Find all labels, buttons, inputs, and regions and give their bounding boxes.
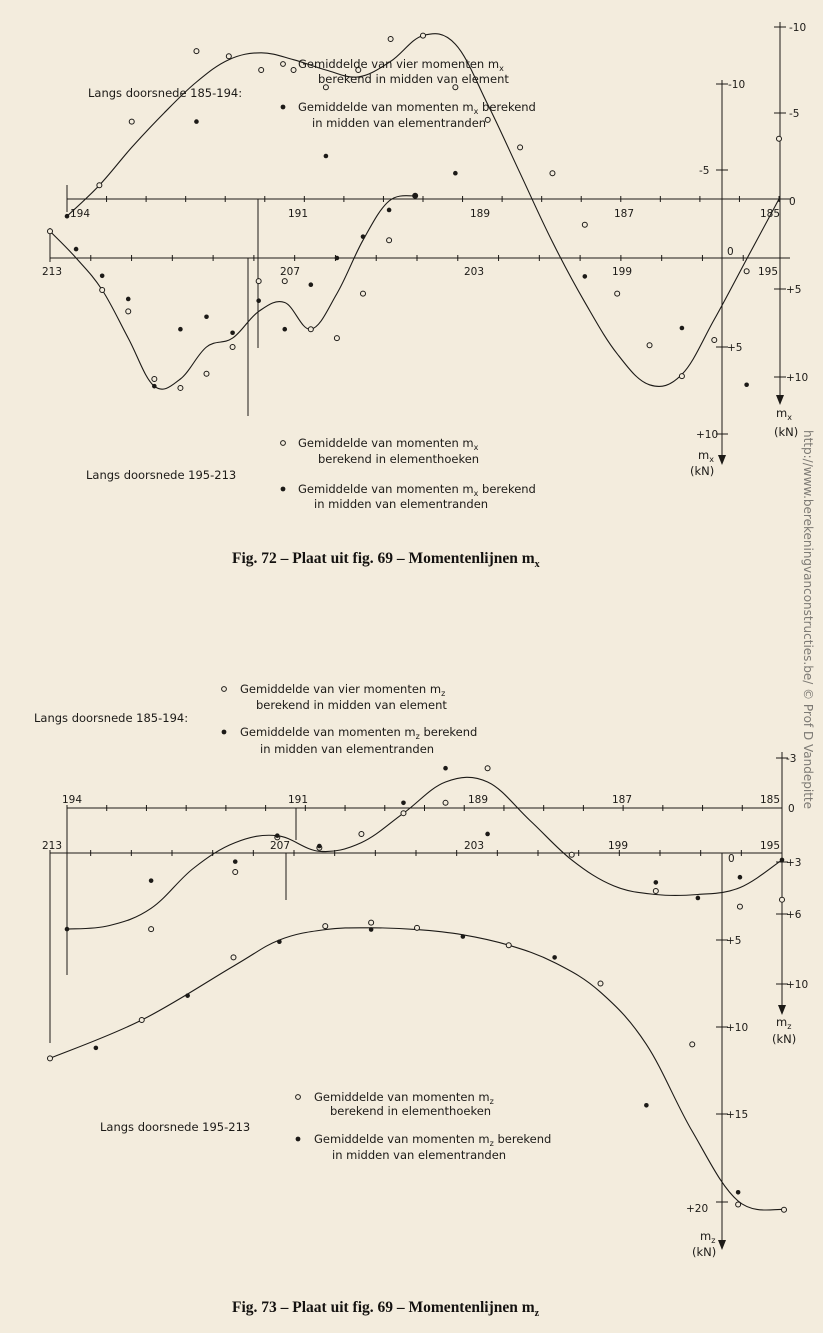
fig72-solid-point — [194, 119, 199, 124]
fig73-x-label: 195 — [760, 840, 781, 852]
fig73-upper-x-labels — [62, 794, 780, 806]
fig72-open-point — [647, 343, 652, 348]
fig73-solid-point — [780, 858, 785, 863]
fig73-open-point — [737, 904, 742, 909]
fig73-open-point — [359, 831, 364, 836]
fig73-open-point — [233, 870, 238, 875]
fig73-open-point — [506, 943, 511, 948]
fig73-open-point — [782, 1207, 787, 1212]
fig73-solid-point — [369, 927, 374, 932]
fig72-solid-point — [74, 247, 79, 252]
fig72-solid-point — [256, 298, 261, 303]
fig72-y-tick-label: +5 — [786, 284, 802, 296]
fig72-open-point — [129, 119, 134, 124]
fig72-open-point — [679, 374, 684, 379]
fig72-legend-section-label: Langs doorsnede 195-213 — [86, 468, 237, 482]
fig73-legend-solid-line1: Gemiddelde van momenten $m_z$ berekend — [240, 725, 478, 741]
fig73-x-label: 207 — [270, 840, 291, 852]
fig73-open-point — [569, 852, 574, 857]
fig72-open-point — [226, 54, 231, 59]
fig73-y-tick-label: +10 — [726, 1022, 749, 1034]
fig72-upper-y-unit-kn: (kN) — [774, 425, 799, 439]
fig72-axis-minor-ticks — [50, 196, 779, 261]
fig72-open-point — [308, 327, 313, 332]
fig72-legend-solid-line2: in midden van elementranden — [312, 116, 487, 130]
fig72-legend-lower — [86, 436, 536, 511]
fig72-y-tick-label: -10 — [728, 79, 746, 91]
fig72-open-point — [334, 336, 339, 341]
fig72-lower-y-unit: $m_x$ — [698, 448, 714, 464]
fig73-y-tick-label: -3 — [786, 753, 797, 765]
fig72-solid-point — [361, 234, 366, 239]
fig73-solid-point — [185, 993, 190, 998]
fig72-open-point — [259, 68, 264, 73]
fig72-open-point — [387, 238, 392, 243]
fig72-open-point — [615, 291, 620, 296]
fig72-open-point — [712, 338, 717, 343]
fig73-y-tick-label: 0 — [788, 803, 795, 815]
fig72-legend-solid-line1: Gemiddelde van momenten $m_x$ berekend — [298, 482, 536, 498]
fig73-solid-point — [696, 896, 701, 901]
fig73-axis-minor-ticks — [50, 805, 782, 856]
fig73-solid-point — [443, 766, 448, 771]
fig72-solid-point — [680, 326, 685, 331]
fig72-x-label: 187 — [614, 208, 635, 220]
fig72-y-tick-label: +10 — [786, 372, 809, 384]
fig72-legend-open-line2: berekend in elementhoeken — [318, 452, 480, 466]
fig73-open-point — [369, 920, 374, 925]
fig72-legend-open-line2: berekend in midden van element — [318, 72, 509, 86]
fig73-x-label: 191 — [288, 794, 309, 806]
fig72-solid-point — [152, 384, 157, 389]
fig73-solid-point — [277, 939, 282, 944]
solid-dot-marker-icon — [281, 487, 286, 492]
fig72-y-tick-label: +10 — [696, 429, 719, 441]
open-circle-marker-icon — [222, 687, 227, 692]
fig73-legend-solid-line2: in midden van elementranden — [260, 742, 435, 756]
fig72-solid-point — [387, 208, 392, 213]
fig72-lower-x-labels — [42, 266, 778, 278]
fig72-open-point — [152, 377, 157, 382]
fig72-legend-solid-line2: in midden van elementranden — [314, 497, 489, 511]
fig72-upper-y-ticks — [774, 22, 808, 439]
open-circle-marker-icon — [281, 62, 286, 67]
fig72-open-point — [230, 345, 235, 350]
fig73-open-point — [653, 889, 658, 894]
fig72-y-tick-label: 0 — [727, 246, 734, 258]
fig72-open-point — [97, 183, 102, 188]
fig73-upper-y-unit-kn: (kN) — [772, 1032, 797, 1046]
fig72-open-point — [421, 33, 426, 38]
fig72-x-label: 195 — [758, 266, 779, 278]
fig73-x-label: 213 — [42, 840, 63, 852]
fig72-solid-point — [282, 327, 287, 332]
fig73-lower-y-unit: $m_z$ — [700, 1229, 716, 1245]
fig72-upper-y-arrow-icon — [776, 395, 784, 405]
fig73-legend-upper — [34, 682, 477, 756]
fig73-solid-point — [275, 833, 280, 838]
fig73-legend-lower — [100, 1090, 551, 1162]
fig72-legend-solid-line1: Gemiddelde van momenten $m_x$ berekend — [298, 100, 536, 116]
fig73-solid-point — [654, 880, 659, 885]
open-circle-marker-icon — [296, 1095, 301, 1100]
fig72-y-tick-label: -5 — [699, 165, 710, 177]
fig72-solid-point — [178, 327, 183, 332]
fig72-upper-x-labels — [70, 208, 780, 220]
fig72-open-point — [518, 145, 523, 150]
fig72-open-point — [744, 269, 749, 274]
fig72-open-point — [126, 309, 131, 314]
figure-72 — [42, 22, 808, 570]
fig73-solid-point — [738, 875, 743, 880]
fig73-legend-open-line1: Gemiddelde van vier momenten $m_z$ — [240, 682, 446, 698]
fig72-solid-point — [453, 171, 458, 176]
fig72-legend-section-label: Langs doorsnede 185-194: — [88, 86, 243, 100]
fig72-legend-upper — [88, 57, 536, 130]
fig73-legend-section-label: Langs doorsnede 185-194: — [34, 711, 189, 725]
fig73-lower-y-ticks — [686, 853, 748, 1259]
fig72-x-label: 199 — [612, 266, 633, 278]
fig73-lower-x-labels — [42, 840, 780, 852]
fig72-upper-y-unit: $m_x$ — [776, 406, 792, 422]
solid-dot-marker-icon — [222, 730, 227, 735]
fig72-open-point — [777, 136, 782, 141]
fig72-open-point — [178, 385, 183, 390]
fig73-x-label: 187 — [612, 794, 633, 806]
fig73-y-tick-label: +15 — [726, 1109, 749, 1121]
fig73-y-tick-label: +20 — [686, 1203, 709, 1215]
fig72-y-tick-label: 0 — [789, 196, 796, 208]
fig72-solid-point — [100, 274, 105, 279]
fig72-caption: Fig. 72 – Plaat uit fig. 69 – Momentenlijnen $m_x$ — [232, 550, 540, 570]
fig73-open-point — [401, 811, 406, 816]
fig72-open-point — [256, 279, 261, 284]
fig72-open-point — [48, 229, 53, 234]
fig73-legend-open-line2: berekend in elementhoeken — [330, 1104, 492, 1118]
fig73-legend-section-label: Langs doorsnede 195-213 — [100, 1120, 251, 1134]
fig73-legend-open-line2: berekend in midden van element — [256, 698, 447, 712]
fig73-open-point — [736, 1202, 741, 1207]
fig73-x-label: 185 — [760, 794, 781, 806]
figure-73 — [34, 682, 808, 1319]
fig73-solid-point — [552, 955, 557, 960]
open-circle-marker-icon — [281, 441, 286, 446]
fig72-x-label: 213 — [42, 266, 63, 278]
fig73-open-point — [443, 800, 448, 805]
fig72-legend-open-line1: Gemiddelde van momenten $m_x$ — [298, 436, 479, 452]
fig73-x-label: 203 — [464, 840, 485, 852]
fig72-y-tick-label: +5 — [727, 342, 743, 354]
fig73-solid-point — [736, 1190, 741, 1195]
fig73-open-point — [48, 1056, 53, 1061]
fig73-legend-solid-line1: Gemiddelde van momenten $m_z$ berekend — [314, 1132, 552, 1148]
fig73-open-point — [149, 927, 154, 932]
fig73-legend-solid-line2: in midden van elementranden — [332, 1148, 507, 1162]
fig72-solid-point — [65, 214, 70, 219]
fig72-x-label: 191 — [288, 208, 309, 220]
fig73-y-tick-label: +6 — [786, 909, 802, 921]
fig73-open-point — [415, 925, 420, 930]
fig72-open-point — [291, 68, 296, 73]
fig72-solid-point — [744, 382, 749, 387]
fig73-solid-point — [65, 927, 70, 932]
fig72-y-tick-label: -10 — [789, 22, 807, 34]
solid-dot-marker-icon — [281, 105, 286, 110]
fig72-x-label: 203 — [464, 266, 485, 278]
watermark-text: http://www.berekeningvanconstructies.be/ © Prof D Vandepitte — [801, 430, 815, 810]
fig73-upper-y-arrow-icon — [778, 1005, 786, 1015]
fig72-solid-point — [204, 314, 209, 319]
fig73-series-1-curve — [50, 928, 784, 1210]
fig72-open-point — [100, 288, 105, 293]
fig72-open-point — [388, 37, 393, 42]
fig72-lower-y-unit-kn: (kN) — [690, 464, 715, 478]
fig72-solid-point — [309, 282, 314, 287]
fig73-solid-point — [461, 934, 466, 939]
fig73-x-label: 194 — [62, 794, 83, 806]
fig73-open-point — [231, 955, 236, 960]
fig73-solid-point — [94, 1046, 99, 1051]
fig73-legend-open-line1: Gemiddelde van momenten $m_z$ — [314, 1090, 494, 1106]
fig73-x-label: 199 — [608, 840, 629, 852]
fig73-open-point — [598, 981, 603, 986]
fig72-x-label: 189 — [470, 208, 491, 220]
fig73-solid-point — [644, 1103, 649, 1108]
fig72-x-label: 207 — [280, 266, 301, 278]
fig73-open-point — [485, 766, 490, 771]
fig73-solid-point — [149, 878, 154, 883]
fig73-y-tick-label: 0 — [728, 853, 735, 865]
solid-dot-marker-icon — [296, 1137, 301, 1142]
fig72-solid-point — [335, 256, 340, 261]
fig72-solid-point — [324, 154, 329, 159]
fig73-y-tick-label: +3 — [786, 857, 802, 869]
fig72-open-point — [282, 279, 287, 284]
fig73-open-point — [323, 924, 328, 929]
fig72-open-point — [204, 371, 209, 376]
fig72-legend-open-line1: Gemiddelde van vier momenten $m_x$ — [298, 57, 504, 73]
fig73-solid-point — [401, 801, 406, 806]
fig73-solid-point — [317, 844, 322, 849]
fig72-x-label: 194 — [70, 208, 91, 220]
fig73-open-point — [139, 1018, 144, 1023]
fig73-solid-point — [233, 859, 238, 864]
fig72-solid-point — [230, 330, 235, 335]
fig73-solid-point — [485, 832, 490, 837]
fig73-lower-y-unit-kn: (kN) — [692, 1245, 717, 1259]
fig73-lower-y-arrow-icon — [718, 1240, 726, 1250]
fig73-open-point — [780, 897, 785, 902]
fig72-solid-point — [583, 274, 588, 279]
fig73-caption: Fig. 73 – Plaat uit fig. 69 – Momentenlijnen $m_z$ — [232, 1299, 540, 1319]
fig73-upper-y-unit: $m_z$ — [776, 1015, 792, 1031]
fig72-solid-point — [413, 193, 418, 198]
fig72-x-label: 185 — [760, 208, 781, 220]
fig72-lower-y-arrow-icon — [718, 455, 726, 465]
fig73-y-tick-label: +10 — [786, 979, 809, 991]
fig72-open-point — [582, 222, 587, 227]
fig72-open-point — [194, 49, 199, 54]
fig73-open-point — [690, 1042, 695, 1047]
fig72-y-tick-label: -5 — [789, 108, 800, 120]
fig72-solid-point — [126, 297, 131, 302]
fig73-x-label: 189 — [468, 794, 489, 806]
fig72-open-point — [550, 171, 555, 176]
fig73-y-tick-label: +5 — [726, 935, 742, 947]
fig72-open-point — [360, 291, 365, 296]
